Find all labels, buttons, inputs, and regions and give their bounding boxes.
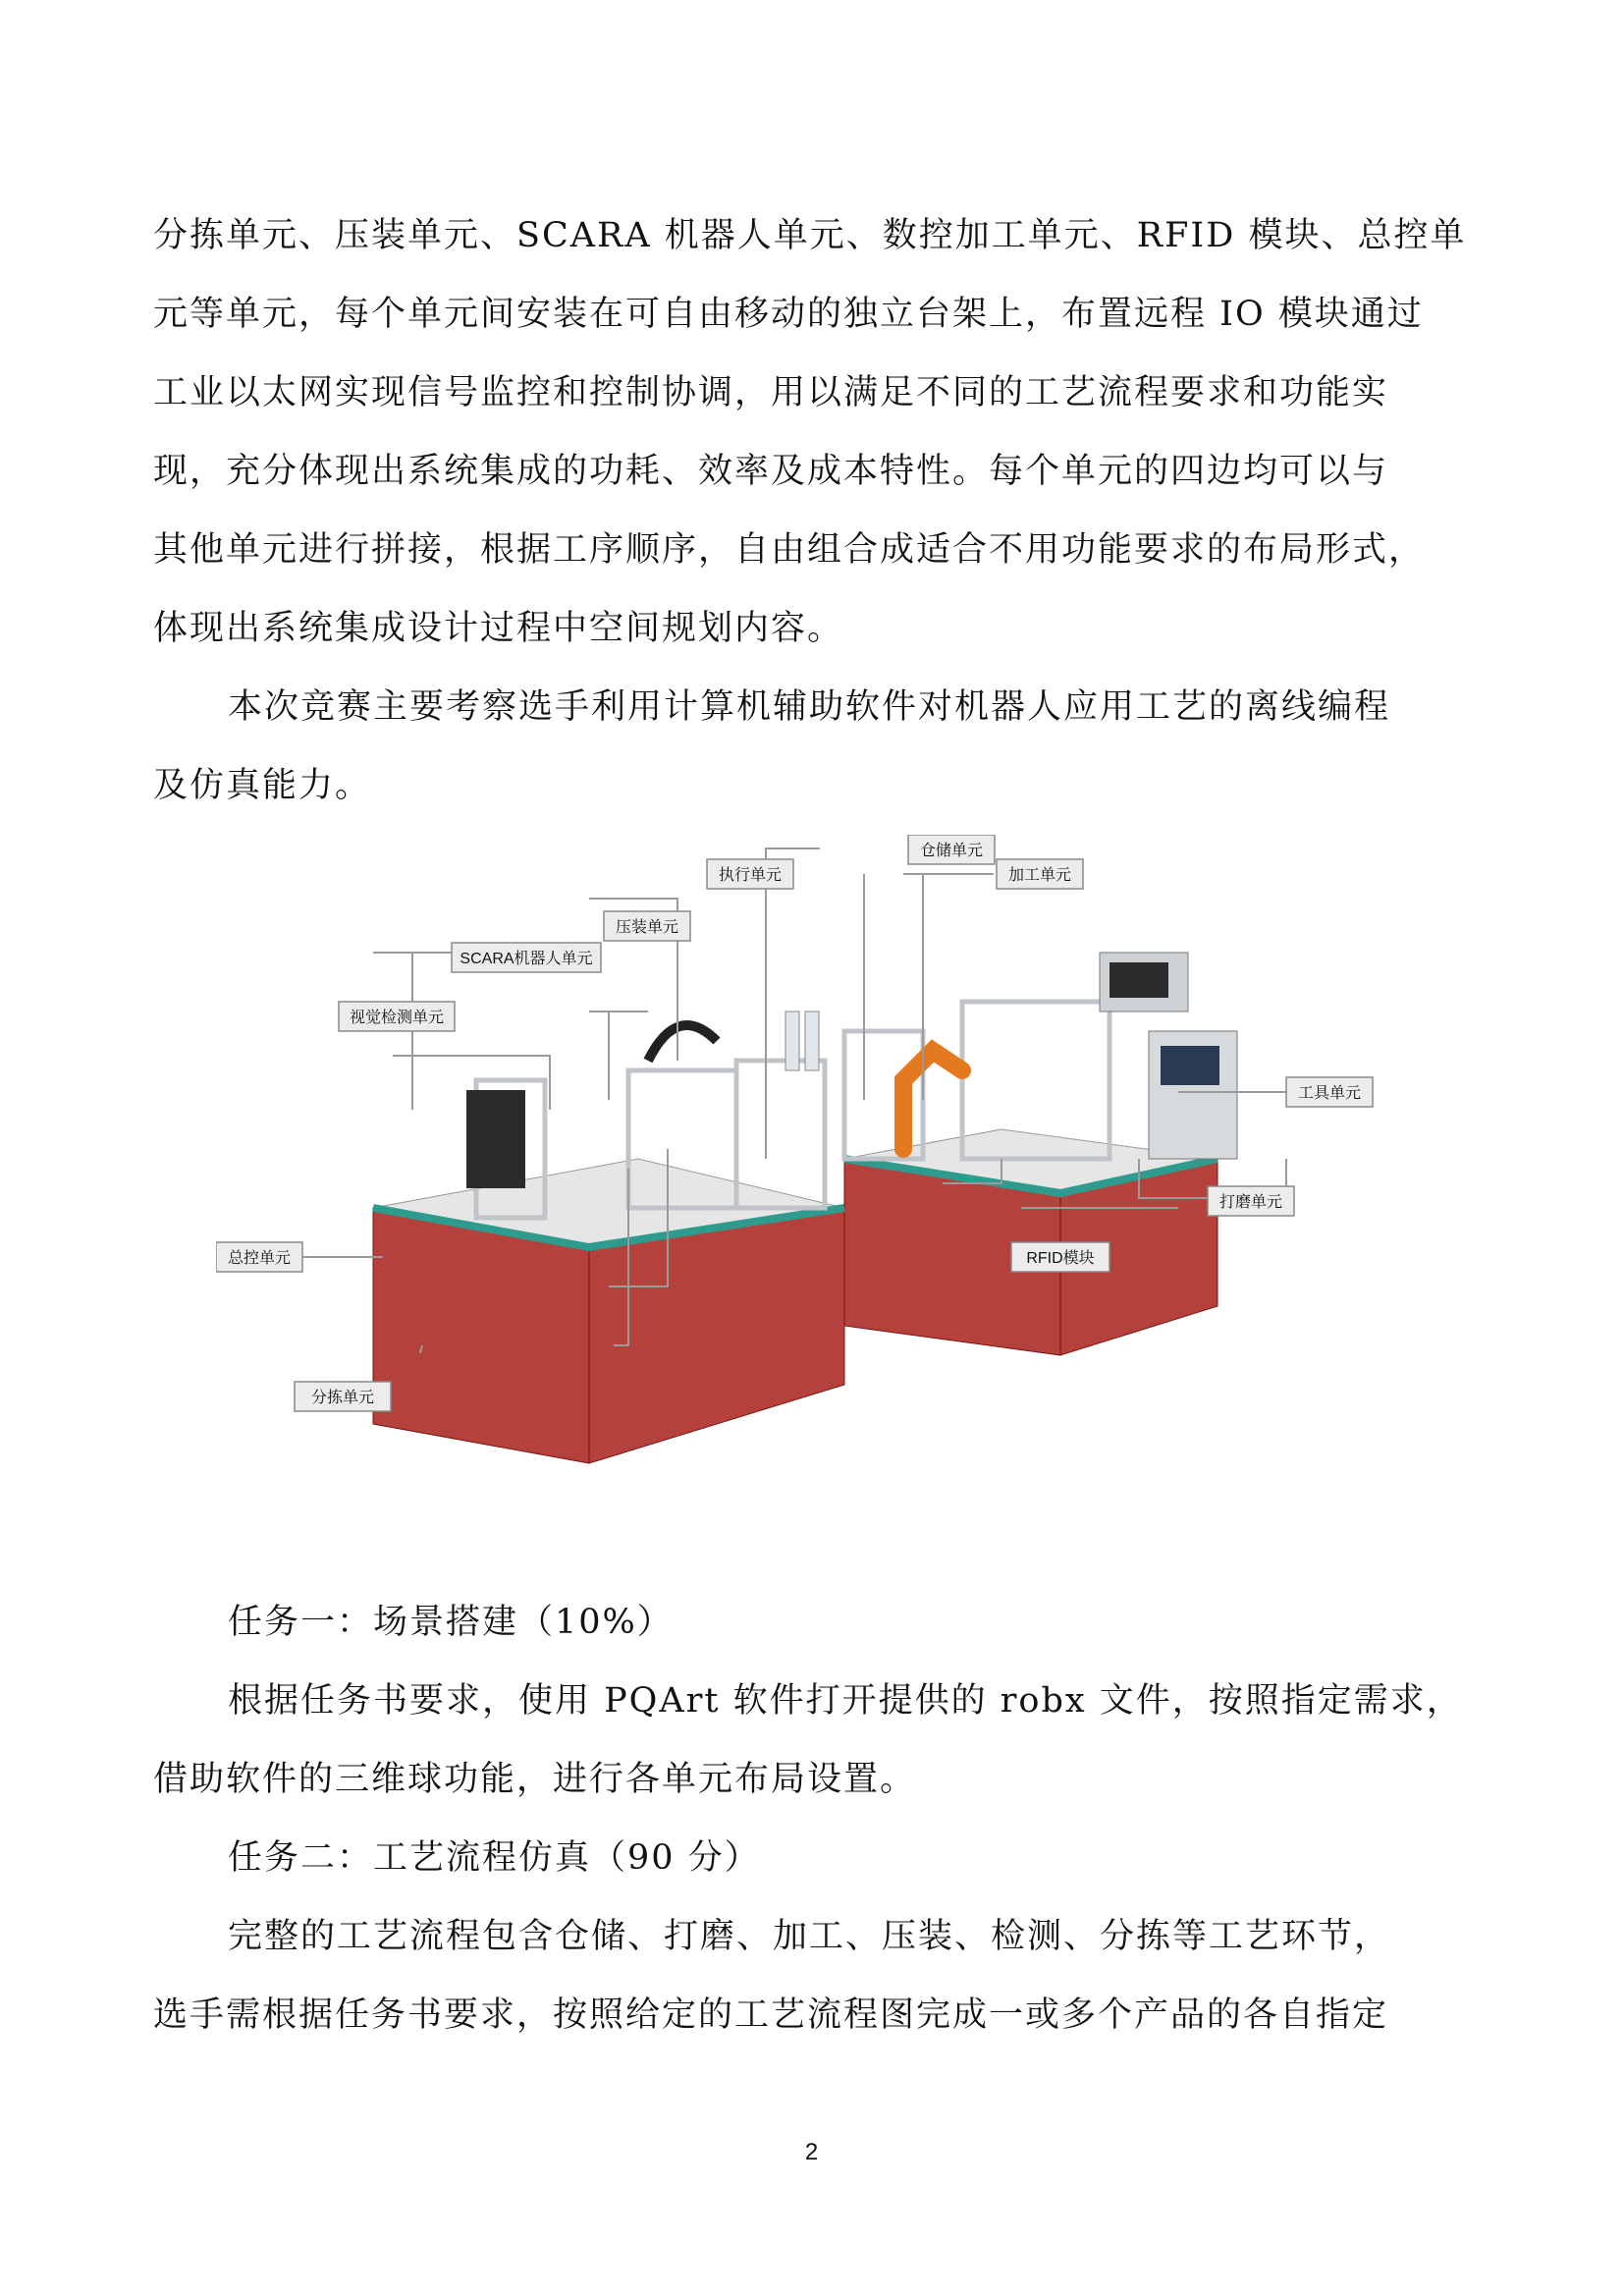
svg-text:打磨单元: 打磨单元 [1218, 1194, 1283, 1211]
task2-title: 任务二：工艺流程仿真（90 分） [228, 1838, 761, 1878]
label-press [604, 911, 690, 941]
svg-text:分拣单元: 分拣单元 [310, 1390, 375, 1406]
text-line: 根据任务书要求，使用 PQArt 软件打开提供的 robx 文件，按照指定需求， [228, 1681, 1463, 1721]
text-line: 其他单元进行拼接，根据工序顺序，自由组合成适合不用功能要求的布局形式， [153, 530, 1426, 570]
svg-text:SCARA机器人单元: SCARA机器人单元 [460, 951, 593, 967]
label-machining [997, 859, 1083, 889]
svg-text:RFID模块: RFID模块 [1026, 1250, 1095, 1267]
production-line-figure [216, 835, 1394, 1503]
svg-text:压装单元: 压装单元 [615, 919, 679, 936]
text-line: 体现出系统集成设计过程中空间规划内容。 [153, 609, 844, 648]
svg-text:加工单元: 加工单元 [1007, 867, 1072, 884]
task1-section [153, 1583, 1469, 1819]
text-line: 本次竞赛主要考察选手利用计算机辅助软件对机器人应用工艺的离线编程 [228, 687, 1391, 727]
cabinet [373, 1208, 589, 1463]
svg-text:视觉检测单元: 视觉检测单元 [349, 1010, 445, 1026]
text-line: 分拣单元、压装单元、SCARA 机器人单元、数控加工单元、RFID 模块、总控单 [153, 216, 1467, 255]
monitor [466, 1090, 525, 1188]
task1-title: 任务一：场景搭建（10%） [228, 1603, 674, 1642]
svg-text:仓储单元: 仓储单元 [919, 843, 984, 859]
intro-paragraph [153, 196, 1469, 668]
label-scara [452, 943, 601, 972]
text-line: 工业以太网实现信号监控和控制协调，用以满足不同的工艺流程要求和功能实 [153, 373, 1389, 412]
label-grinding [1208, 1186, 1294, 1216]
text-line: 元等单元，每个单元间安装在可自由移动的独立台架上，布置远程 IO 模块通过 [153, 295, 1424, 334]
label-master [216, 1242, 302, 1272]
page-number: 2 [804, 2139, 819, 2165]
svg-text:工具单元: 工具单元 [1297, 1085, 1362, 1102]
label-rfid [1011, 1242, 1109, 1272]
text-line: 选手需根据任务书要求，按照给定的工艺流程图完成一或多个产品的各自指定 [153, 1995, 1389, 2035]
task2-section [153, 1819, 1469, 2054]
svg-text:执行单元: 执行单元 [718, 867, 783, 884]
focus-paragraph [153, 668, 1469, 825]
label-sorting [295, 1382, 391, 1411]
label-execution [707, 859, 793, 889]
production-line-illustration [216, 835, 1394, 1503]
label-vision [339, 1002, 455, 1031]
label-tool [1286, 1077, 1373, 1107]
text-line: 及仿真能力。 [153, 766, 372, 805]
text-line: 现，充分体现出系统集成的功耗、效率及成本特性。每个单元的四边均可以与 [153, 452, 1389, 491]
svg-text:总控单元: 总控单元 [227, 1250, 292, 1267]
text-line: 完整的工艺流程包含仓储、打磨、加工、压装、检测、分拣等工艺环节， [228, 1917, 1391, 1956]
label-warehouse [908, 835, 995, 864]
text-line: 借助软件的三维球功能，进行各单元布局设置。 [153, 1760, 917, 1799]
